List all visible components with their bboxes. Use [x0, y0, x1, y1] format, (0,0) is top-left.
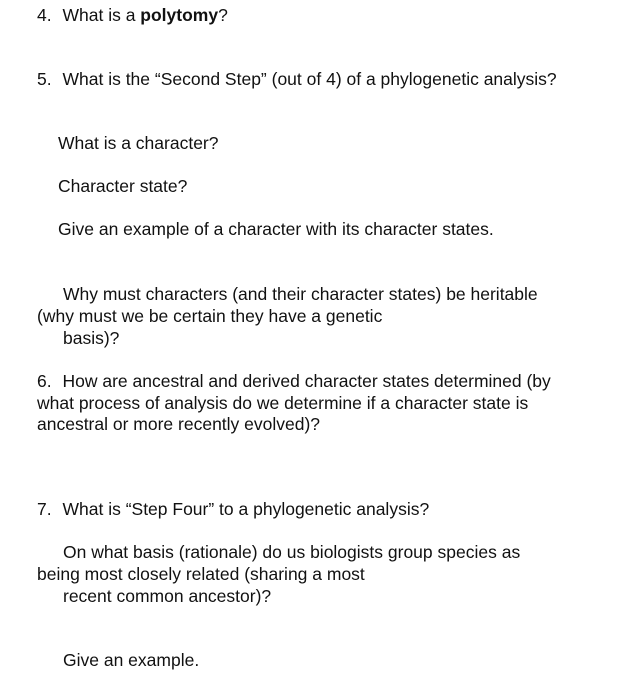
question-7-number: 7.	[37, 499, 52, 519]
question-7-text: What is “Step Four” to a phylogenetic analysis?	[62, 499, 430, 519]
q7-basis-line-2: being most closely related (sharing a most	[37, 564, 365, 584]
q7-basis-line-3: recent common ancestor)?	[63, 586, 272, 606]
q5-sub-example: Give an example of a character with its character states.	[58, 219, 494, 239]
question-4	[37, 5, 228, 26]
question-6-number: 6.	[37, 371, 52, 391]
question-7	[37, 499, 429, 520]
question-5	[37, 69, 557, 90]
question-4-number: 4.	[37, 5, 52, 25]
question-6-line-3: ancestral or more recently evolved)?	[37, 414, 321, 434]
q5-heritable-line-1: Why must characters (and their character states) be heritable	[63, 284, 538, 304]
question-5-text: What is the “Second Step” (out of 4) of a phylogenetic analysis?	[62, 69, 557, 89]
q5-heritable-line-3: basis)?	[63, 328, 120, 348]
question-6-line-2: what process of analysis do we determine if a character state is	[37, 393, 529, 413]
q7-example: Give an example.	[63, 650, 200, 670]
question-5-number: 5.	[37, 69, 52, 89]
q5-heritable-line-2: (why must we be certain they have a genetic	[37, 306, 383, 326]
q7-basis-line-1: On what basis (rationale) do us biologists group species as	[63, 542, 521, 562]
question-4-text: What is a	[62, 5, 141, 25]
q5-sub-character-state: Character state?	[58, 176, 188, 196]
question-6-line-1: How are ancestral and derived character states determined (by	[62, 371, 551, 391]
question-4-mark: ?	[218, 5, 228, 25]
question-4-bold-term: polytomy	[140, 5, 219, 25]
q5-sub-character: What is a character?	[58, 133, 219, 153]
question-6	[37, 371, 551, 392]
